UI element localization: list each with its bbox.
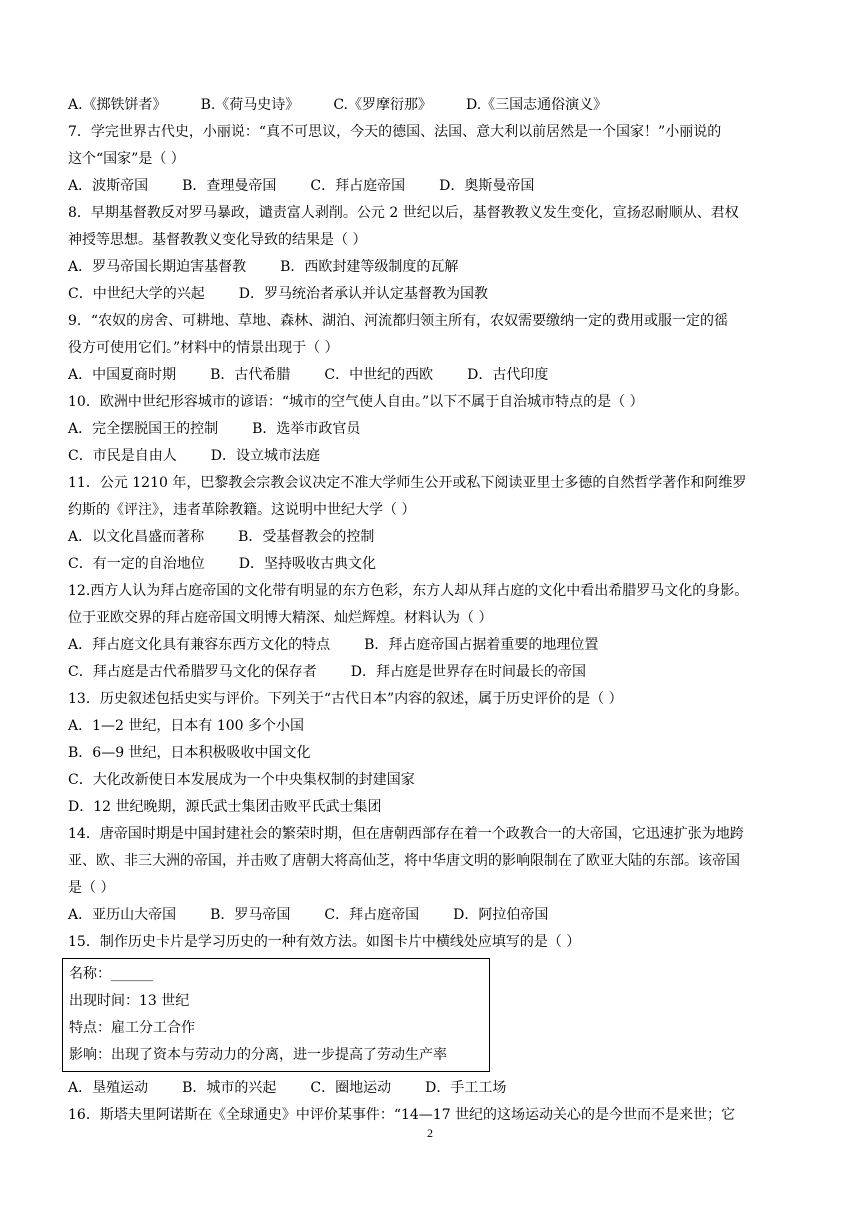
question-13-text: 13．历史叙述包括史实与评价。下列关于“古代日本”内容的叙述，属于历史评价的是（ ） <box>68 691 623 707</box>
question-8-text: 8．早期基督教反对罗马暴政，谴责富人剥削。公元 2 世纪以后，基督教教义发生变化，宣扬忍耐顺从、君权 <box>68 205 739 221</box>
q10-options-row <box>68 443 796 470</box>
option: A．以文化昌盛而著称 <box>68 529 205 545</box>
option: C．有一定的自治地位 <box>68 556 205 572</box>
option: D．拜占庭是世界存在时间最长的帝国 <box>350 664 586 680</box>
q8-options-row <box>68 254 796 281</box>
option: A．完全摆脱国王的控制 <box>68 421 219 437</box>
card-time-field: 出现时间：13 世纪 <box>69 993 190 1009</box>
option: A．中国夏商时期 <box>68 367 177 383</box>
q10-options-row <box>68 416 796 443</box>
question-11-text: 11．公元 1210 年，巴黎教会宗教会议决定不准大学师生公开或私下阅读亚里士多德的自然哲学著作和阿维罗 <box>68 475 747 491</box>
option: B．城市的兴起 <box>182 1080 277 1096</box>
option: B．罗马帝国 <box>210 907 291 923</box>
card-name-field: 名称：______ <box>69 966 153 982</box>
q8-options-row <box>68 281 796 308</box>
option: C．拜占庭帝国 <box>310 178 406 194</box>
question-9-text: 役方可使用它们。”材料中的情景出现于（ ） <box>68 340 339 356</box>
option: C．市民是自由人 <box>68 448 177 464</box>
option: B．6—9 世纪，日本积极吸收中国文化 <box>68 745 311 761</box>
q14-options <box>68 902 796 929</box>
option: A．波斯帝国 <box>68 178 149 194</box>
page-number: 2 <box>427 1126 433 1140</box>
question-9-text: 9．“农奴的房舍、可耕地、草地、森林、湖泊、河流都归领主所有，农奴需要缴纳一定的费用或服一定的徭 <box>68 313 729 329</box>
history-card <box>62 958 490 1072</box>
q6-options <box>68 92 796 119</box>
option: D．坚持吸收古典文化 <box>238 556 376 572</box>
option: D．阿拉伯帝国 <box>453 907 549 923</box>
question-14-text: 是（ ） <box>68 880 115 896</box>
option: B.《荷马史诗》 <box>200 97 300 113</box>
option: B．古代希腊 <box>210 367 291 383</box>
option: D．设立城市法庭 <box>210 448 320 464</box>
question-7-text: 这个“国家”是（ ） <box>68 151 185 167</box>
option: A．拜占庭文化具有兼容东西方文化的特点 <box>68 637 331 653</box>
question-15-text: 15．制作历史卡片是学习历史的一种有效方法。如图卡片中横线处应填写的是（ ） <box>68 934 581 950</box>
option: A．1—2 世纪，日本有 100 多个小国 <box>68 718 304 734</box>
q7-options <box>68 173 796 200</box>
question-8-text: 神授等思想。基督教教义变化导致的结果是（ ） <box>68 232 367 248</box>
option: D.《三国志通俗演义》 <box>465 97 608 113</box>
question-14-text: 亚、欧、非三大洲的帝国，并击败了唐朝大将高仙芝，将中华唐文明的影响限制在了欧亚大陆的东部。该帝国 <box>68 853 740 869</box>
option: B．受基督教会的控制 <box>238 529 375 545</box>
question-16-text: 16．斯塔夫里阿诺斯在《全球通史》中评价某事件：“14—17 世纪的这场运动关心的是今世而不是来世；它 <box>68 1107 736 1123</box>
option: A．垦殖运动 <box>68 1080 149 1096</box>
option: A.《掷铁饼者》 <box>68 97 167 113</box>
option: C．中世纪的西欧 <box>324 367 434 383</box>
option: B．选举市政官员 <box>252 421 361 437</box>
option: C．大化改新使日本发展成为一个中央集权制的封建国家 <box>68 772 415 788</box>
option: D．奥斯曼帝国 <box>439 178 535 194</box>
question-7-text: 7．学完世界古代史，小丽说：“真不可思议，今天的德国、法国、意大利以前居然是一个国家！”小丽说的 <box>68 124 722 140</box>
card-impact-field: 影响：出现了资本与劳动力的分离，进一步提高了劳动生产率 <box>69 1047 447 1063</box>
option: C．拜占庭帝国 <box>324 907 420 923</box>
option: D．手工工场 <box>425 1080 507 1096</box>
question-12-text: 位于亚欧交界的拜占庭帝国文明博大精深、灿烂辉煌。材料认为（ ） <box>68 610 493 626</box>
question-11-text: 约斯的《评注》，违者革除教籍。这说明中世纪大学（ ） <box>68 502 416 518</box>
q11-options-row <box>68 524 796 551</box>
option: D．罗马统治者承认并认定基督教为国教 <box>238 286 488 302</box>
option: B．拜占庭帝国占据着重要的地理位置 <box>364 637 599 653</box>
option: C．圈地运动 <box>310 1080 392 1096</box>
option: D．12 世纪晚期，源氏武士集团击败平氏武士集团 <box>68 799 382 815</box>
q12-options-row <box>68 659 796 686</box>
option: A．亚历山大帝国 <box>68 907 177 923</box>
question-10-text: 10．欧洲中世纪形容城市的谚语：“城市的空气使人自由。”以下不属于自治城市特点的是（ ） <box>68 394 644 410</box>
card-feature-field: 特点：雇工分工合作 <box>69 1020 195 1036</box>
q12-options-row <box>68 632 796 659</box>
option: B．西欧封建等级制度的瓦解 <box>280 259 459 275</box>
option: C．拜占庭是古代希腊罗马文化的保存者 <box>68 664 317 680</box>
option: C．中世纪大学的兴起 <box>68 286 205 302</box>
question-12-text: 12.西方人认为拜占庭帝国的文化带有明显的东方色彩，东方人却从拜占庭的文化中看出希腊罗马文化的身影。 <box>68 583 749 599</box>
option: C.《罗摩衍那》 <box>333 97 432 113</box>
option: D．古代印度 <box>467 367 549 383</box>
q11-options-row <box>68 551 796 578</box>
option: A．罗马帝国长期迫害基督教 <box>68 259 247 275</box>
q9-options <box>68 362 796 389</box>
option: B．查理曼帝国 <box>182 178 277 194</box>
question-14-text: 14．唐帝国时期是中国封建社会的繁荣时期，但在唐朝西部存在着一个政教合一的大帝国，它迅速扩张为地跨 <box>68 826 744 842</box>
q15-options <box>68 1075 796 1102</box>
exam-page-content <box>68 92 796 1129</box>
